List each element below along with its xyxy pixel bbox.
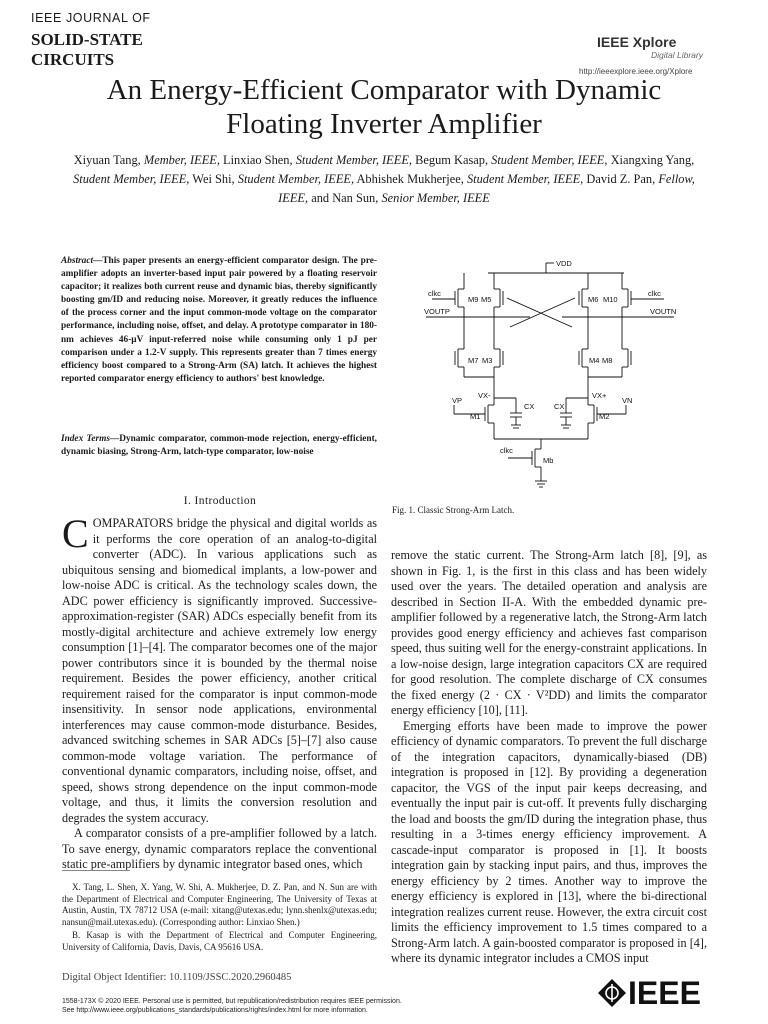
paper-title xyxy=(0,73,768,141)
index-terms xyxy=(61,433,377,459)
journal-series-line: IEEE JOURNAL OF xyxy=(31,11,151,25)
vp-label: VP xyxy=(452,396,463,405)
copyright-line-2[interactable]: See http://www.ieee.org/publications_standards/publications/rights/index.html for more information. xyxy=(62,1006,368,1014)
author-role: Student Member, IEEE, xyxy=(466,172,584,186)
m8-label: M8 xyxy=(602,356,613,365)
m6-label: M6 xyxy=(588,295,599,304)
title-line-1: An Energy-Efficient Comparator with Dynamic xyxy=(106,74,662,106)
author-name: Begum Kasap, xyxy=(415,153,489,167)
xplore-url[interactable]: http://ieeexplore.ieee.org/Xplore xyxy=(579,67,693,76)
cx-left-label: CX xyxy=(524,402,535,411)
m1-label: M1 xyxy=(470,412,481,421)
voutn-label: VOUTN xyxy=(650,307,677,316)
author-name: Xiangxing Yang, xyxy=(610,153,695,167)
footnote-rule xyxy=(62,870,130,871)
index-terms-label: Index Terms xyxy=(61,434,110,444)
right-paragraph-2: Emerging efforts have been made to improve the power efficiency of dynamic comparators. To prevent the full discharge of the integration capacitors, dynamically-biased (DB) integration is proposed in [12]. By providing a degeneration capacitor, the VGS of the input pair keeps decreasing, and eventually the input pair is cut-off. It prevents fully discharging the load and boosts the gm/ID during the integration phase, thus resulting in a 3-times energy efficiency improvement. A cascade-input comparator is proposed in [1]. It boosts integration gain by stacking input pairs, and thus, improves the energy efficiency by 2 times. Another way to improve the energy efficiency is explored in [13], where the bi-directional integration realizes current reuse. However, the extra circuit cost limits the efficiency improvement to 1.5 times compared to a Strong-Arm latch. A gain-boosted comparator is proposed in [4], where its dynamic integrator includes a CMOS input xyxy=(391,718,707,965)
clkc-tail-label: clkc xyxy=(500,446,513,455)
author-name: Wei Shi, xyxy=(192,172,235,186)
figure-caption: Fig. 1. Classic Strong-Arm Latch. xyxy=(392,505,515,515)
m2-label: M2 xyxy=(599,412,610,421)
nmos-m8 xyxy=(622,317,631,377)
author-name: and Nan Sun, xyxy=(311,191,379,205)
introduction-body xyxy=(62,511,377,873)
vxp-label: VX+ xyxy=(592,391,607,400)
journal-name xyxy=(31,30,143,70)
cross-wire-1 xyxy=(507,298,572,327)
right-paragraph-1: remove the static current. The Strong-Arm latch [8], [9], as shown in Fig. 1, is the first in this class and has been widely used over the years. The detailed operation and analysis are described in Section II-A. With the embedded dynamic pre-amplifier followed by a regenerative latch, the Strong-Arm latch provides good energy efficiency and achieves fast comparison speed, thus suiting well for the energy-constraint applications. In a low-noise design, large integration capacitors CX are required for good resolution. The complete discharge of CX consumes the fixed energy (2 · CX · V²DD) and limits the comparator energy efficiency [10], [11]. xyxy=(391,548,707,717)
author-role: Fellow, IEEE, xyxy=(278,172,695,205)
dropcap: C xyxy=(62,511,89,556)
journal-name-line-1: SOLID-STATE xyxy=(31,30,143,49)
vxm-label: VX- xyxy=(478,391,491,400)
clkc-right-label: clkc xyxy=(648,289,661,298)
clkc-left-label: clkc xyxy=(428,289,441,298)
m3-label: M3 xyxy=(482,356,493,365)
vdd-label: VDD xyxy=(556,259,572,268)
cx-right-label: CX xyxy=(554,402,565,411)
pmos-m9 xyxy=(455,273,464,317)
intro-paragraph-2: A comparator consists of a pre-amplifier followed by a latch. To save energy, dynamic comparators replace the conventional static pre-amplifiers by dynamic integrator based ones, which xyxy=(62,826,377,871)
strong-arm-latch-schematic xyxy=(412,253,696,498)
doi-line[interactable]: Digital Object Identifier: 10.1109/JSSC.2020.2960485 xyxy=(62,972,292,983)
nmos-m3 xyxy=(494,317,503,383)
m5-label: M5 xyxy=(481,295,492,304)
m9-label: M9 xyxy=(468,295,479,304)
right-column-body xyxy=(391,548,707,967)
ieee-xplore-logo xyxy=(597,34,707,60)
author-name: Xiyuan Tang, xyxy=(73,153,141,167)
intro-paragraph-1-text: OMPARATORS bridge the physical and digital worlds as it performs the core operation of an analog-to-digital converter (ADC). In various applications such as ubiquitous sensing and biomedical implants, a low-power and low-noise ADC is critical. As the technology scales down, the ADC power efficiency is significantly improved. Successive-approximation-register (SAR) ADCs especially benefit from its mostly-digital architecture and achieve extremely low energy consumption [1]–[4]. The comparator becomes one of the major power contributors since it is bounded by the thermal noise requirement. Besides the power efficiency, another critical requirement raised for the comparator is input common-mode insensitivity. In sensor node applications, environmental interferences may cause common-mode disturbance. Besides, advanced switching schemes in SAR ADCs [5]–[7] also cause common-mode voltage variation. The performance of conventional dynamic comparators, including noise, offset, and speed, shows strong dependence on the input common-mode voltage, and thus, it limits the conversion resolution and degrades the system accuracy. xyxy=(62,516,377,825)
index-terms-text: —Dynamic comparator, common-mode rejection, energy-efficient, dynamic biasing, Strong-Arm, latch-type comparator, low-noise xyxy=(61,434,377,458)
nmos-m4 xyxy=(579,317,588,383)
copyright-line-1: 1558-173X © 2020 IEEE. Personal use is permitted, but republication/redistribution requires IEEE permission. xyxy=(62,998,402,1005)
title-line-2: Floating Inverter Amplifier xyxy=(226,108,542,140)
section-heading-introduction: I. Introduction xyxy=(183,495,257,507)
m10-label: M10 xyxy=(603,295,618,304)
vn-label: VN xyxy=(622,396,633,405)
journal-name-line-2: CIRCUITS xyxy=(31,50,115,69)
author-role: Senior Member, IEEE xyxy=(381,191,490,205)
intro-paragraph-1 xyxy=(62,511,377,826)
cross-wire-2 xyxy=(510,298,575,327)
nmos-m1 xyxy=(485,398,494,439)
abstract xyxy=(61,255,377,386)
xplore-logo-subtext: Digital Library xyxy=(651,50,703,60)
ieee-logo-text: IEEE xyxy=(628,975,701,1011)
abstract-label: Abstract xyxy=(61,256,94,266)
copyright-notice xyxy=(62,998,402,1016)
nmos-m7 xyxy=(455,317,464,377)
nmos-mb xyxy=(532,449,547,487)
mb-label: Mb xyxy=(543,456,554,465)
author-name: Abhishek Mukherjee, xyxy=(356,172,464,186)
abstract-text: —This paper presents an energy-efficient comparator design. The pre-amplifier adopts an inverter-based input pair powered by a floating reservoir capacitor; it realizes both current reuse and dynamic bias, thereby significantly boosting gm/ID and reducing noise. Moreover, it greatly reduces the influence of the process corner and the input common-mode voltage on the comparator performance, including noise, offset, and delay. A prototype comparator in 180-nm achieves 46-μV input-referred noise while consuming only 1 pJ per comparison under a 1.2-V supply. This represents greater than 7 times energy efficiency boost compared to a Strong-Arm (SA) latch. It achieves the highest reported comparator energy efficiency to authors' best knowledge. xyxy=(61,256,377,384)
pmos-m6 xyxy=(579,273,588,317)
pmos-m5 xyxy=(494,273,503,317)
xplore-logo-text: IEEE Xplore xyxy=(597,34,677,50)
footnote-paragraph-1: X. Tang, L. Shen, X. Yang, W. Shi, A. Mukherjee, D. Z. Pan, and N. Sun are with the Department of Electrical and Computer Engineering, The University of Texas at Austin, Austin, TX 78712 USA (e-mail: xitang@utexas.edu; lynn.shenlx@utexas.edu; nansun@mail.utexas.edu). (Corresponding author: Linxiao Shen.) xyxy=(62,882,377,927)
pmos-m10 xyxy=(622,273,631,317)
author-role: Student Member, IEEE, xyxy=(491,153,608,167)
author-list xyxy=(60,151,708,208)
m7-label: M7 xyxy=(468,356,479,365)
voutp-label: VOUTP xyxy=(424,307,450,316)
author-role: Member, IEEE, xyxy=(143,153,220,167)
author-role: Student Member, IEEE, xyxy=(295,153,412,167)
nmos-m2 xyxy=(588,398,597,439)
m4-label: M4 xyxy=(589,356,600,365)
author-affiliation-footnote xyxy=(62,882,377,955)
footnote-paragraph-2: B. Kasap is with the Department of Electrical and Computer Engineering, University of California, Davis, Davis, CA 95616 USA. xyxy=(62,930,377,952)
ieee-diamond-icon xyxy=(597,978,627,1008)
author-role: Student Member, IEEE, xyxy=(73,172,190,186)
author-role: Student Member, IEEE, xyxy=(237,172,355,186)
author-name: Linxiao Shen, xyxy=(223,153,293,167)
author-name: David Z. Pan, xyxy=(586,172,656,186)
